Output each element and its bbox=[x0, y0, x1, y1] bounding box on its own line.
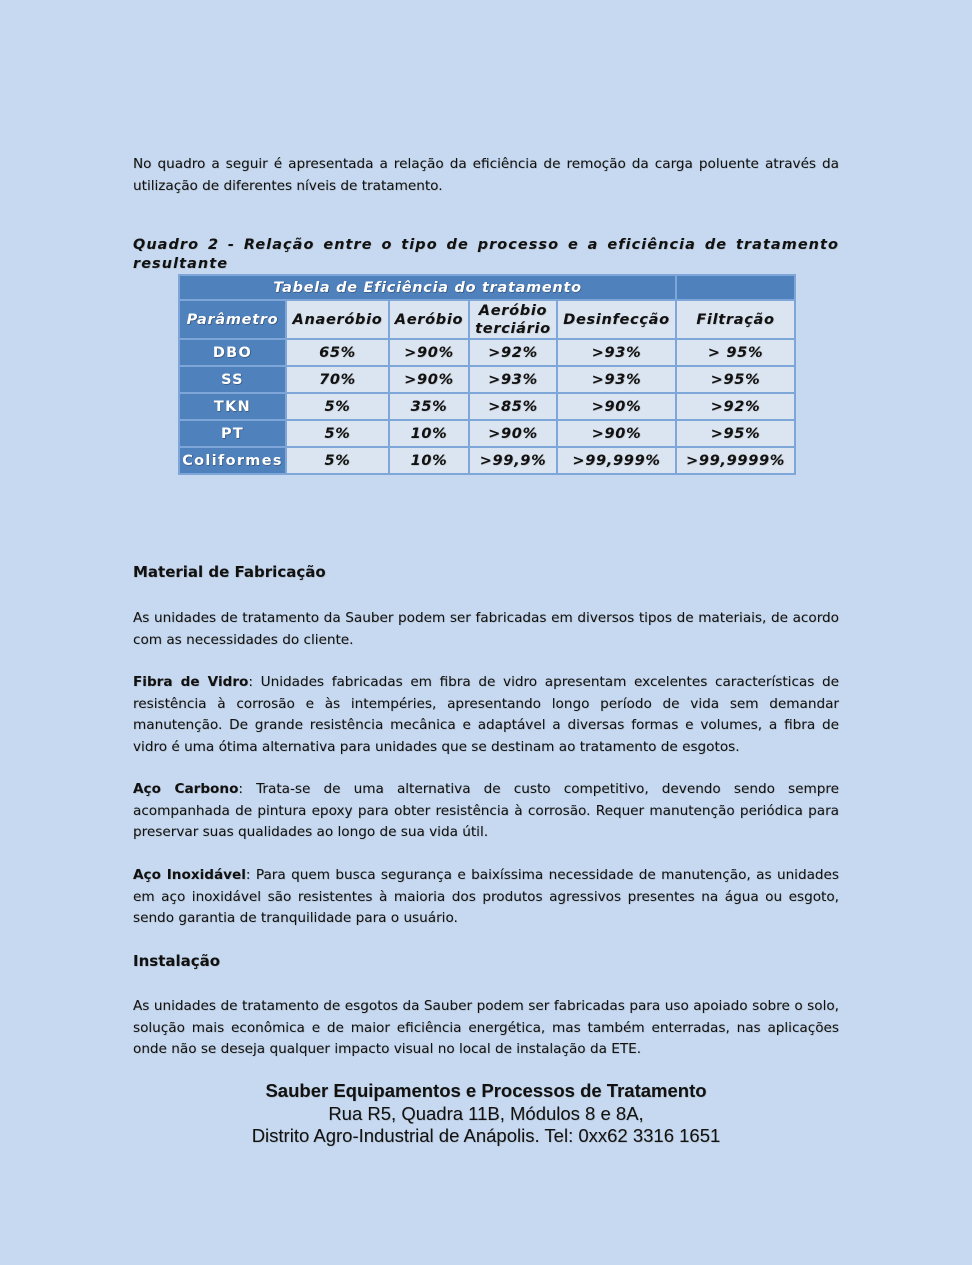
footer bbox=[0, 1080, 972, 1148]
table-cell: 70% bbox=[286, 366, 389, 393]
material-intro: As unidades de tratamento da Sauber podem ser fabricadas em diversos tipos de materiais, de acordo com as necessidades do cliente. bbox=[133, 610, 839, 648]
fibra-paragraph bbox=[133, 672, 839, 758]
fibra-text: : Unidades fabricadas em fibra de vidro apresentam excelentes características de resistência à corrosão e às intempéries, apresentando longo período de vida sem demandar manutenção. De grande resistência mecânica e adaptável a diversas formas e volumes, a fibra de vidro é uma ótima alternativa para unidades que se destinam ao tratamento de esgotos. bbox=[133, 674, 839, 755]
param-column-header: Parâmetro bbox=[179, 300, 286, 339]
column-header: Desinfecção bbox=[557, 300, 676, 339]
table-cell: >93% bbox=[557, 366, 676, 393]
table-title-blank bbox=[676, 275, 795, 300]
table-cell: >90% bbox=[469, 420, 557, 447]
table-cell: >92% bbox=[469, 339, 557, 366]
fibra-title: Fibra de Vidro bbox=[133, 674, 249, 690]
efficiency-table-wrapper bbox=[178, 274, 796, 475]
table-row bbox=[179, 393, 795, 420]
table-cell: >99,9999% bbox=[676, 447, 795, 474]
table-cell: >99,9% bbox=[469, 447, 557, 474]
table-cell: 35% bbox=[389, 393, 469, 420]
table-cell: >85% bbox=[469, 393, 557, 420]
footer-address-line-1: Rua R5, Quadra 11B, Módulos 8 e 8A, bbox=[328, 1102, 644, 1124]
row-header: Coliformes bbox=[179, 447, 286, 474]
table-caption: Quadro 2 - Relação entre o tipo de processo e a eficiência de tratamento resultante bbox=[133, 237, 839, 272]
table-cell: >95% bbox=[676, 420, 795, 447]
table-cell: > 95% bbox=[676, 339, 795, 366]
table-row bbox=[179, 366, 795, 393]
column-header: Filtração bbox=[676, 300, 795, 339]
row-header: DBO bbox=[179, 339, 286, 366]
table-row bbox=[179, 420, 795, 447]
inox-title: Aço Inoxidável bbox=[133, 867, 246, 883]
material-heading: Material de Fabricação bbox=[133, 563, 326, 581]
footer-company: Sauber Equipamentos e Processos de Tratamento bbox=[265, 1080, 707, 1101]
table-cell: >92% bbox=[676, 393, 795, 420]
table-cell: 65% bbox=[286, 339, 389, 366]
inox-paragraph bbox=[133, 865, 839, 930]
column-header: Aeróbio bbox=[389, 300, 469, 339]
table-title: Tabela de Eficiência do tratamento bbox=[179, 275, 676, 300]
carbono-text: : Trata-se de uma alternativa de custo competitivo, devendo sendo sempre acompanhada de pintura epoxy para obter resistência à corrosão. Requer manutenção periódica para preservar suas qualidades ao longo de sua vida útil. bbox=[133, 781, 839, 840]
table-cell: >95% bbox=[676, 366, 795, 393]
efficiency-table bbox=[178, 274, 796, 475]
table-cell: >90% bbox=[389, 339, 469, 366]
intro-paragraph: No quadro a seguir é apresentada a relação da eficiência de remoção da carga poluente através da utilização de diferentes níveis de tratamento. bbox=[133, 156, 839, 194]
table-cell: >90% bbox=[557, 420, 676, 447]
row-header: SS bbox=[179, 366, 286, 393]
table-cell: >93% bbox=[557, 339, 676, 366]
column-header: Anaeróbio bbox=[286, 300, 389, 339]
table-cell: 5% bbox=[286, 393, 389, 420]
table-cell: 5% bbox=[286, 447, 389, 474]
table-cell: >90% bbox=[389, 366, 469, 393]
table-cell: >99,999% bbox=[557, 447, 676, 474]
column-header: Aeróbio terciário bbox=[469, 300, 557, 339]
table-cell: >93% bbox=[469, 366, 557, 393]
table-row bbox=[179, 447, 795, 474]
footer-address-line-2: Distrito Agro-Industrial de Anápolis. Tel: 0xx62 3316 1651 bbox=[251, 1125, 721, 1146]
row-header: TKN bbox=[179, 393, 286, 420]
table-cell: >90% bbox=[557, 393, 676, 420]
inox-text: : Para quem busca segurança e baixíssima necessidade de manutenção, as unidades em aço inoxidável são resistentes à maioria dos produtos agressivos presentes na água ou esgoto, sendo garantia de tranquilidade para o usuário. bbox=[133, 867, 839, 926]
table-cell: 5% bbox=[286, 420, 389, 447]
row-header: PT bbox=[179, 420, 286, 447]
carbono-paragraph bbox=[133, 779, 839, 844]
table-cell: 10% bbox=[389, 447, 469, 474]
table-row bbox=[179, 339, 795, 366]
instalacao-heading: Instalação bbox=[133, 952, 221, 970]
instalacao-paragraph: As unidades de tratamento de esgotos da Sauber podem ser fabricadas para uso apoiado sobre o solo, solução mais econômica e de maior eficiência energética, mas também enterradas, nas aplicações onde não se deseja qualquer impacto visual no local de instalação da ETE. bbox=[133, 998, 839, 1057]
carbono-title: Aço Carbono bbox=[133, 781, 239, 797]
table-cell: 10% bbox=[389, 420, 469, 447]
